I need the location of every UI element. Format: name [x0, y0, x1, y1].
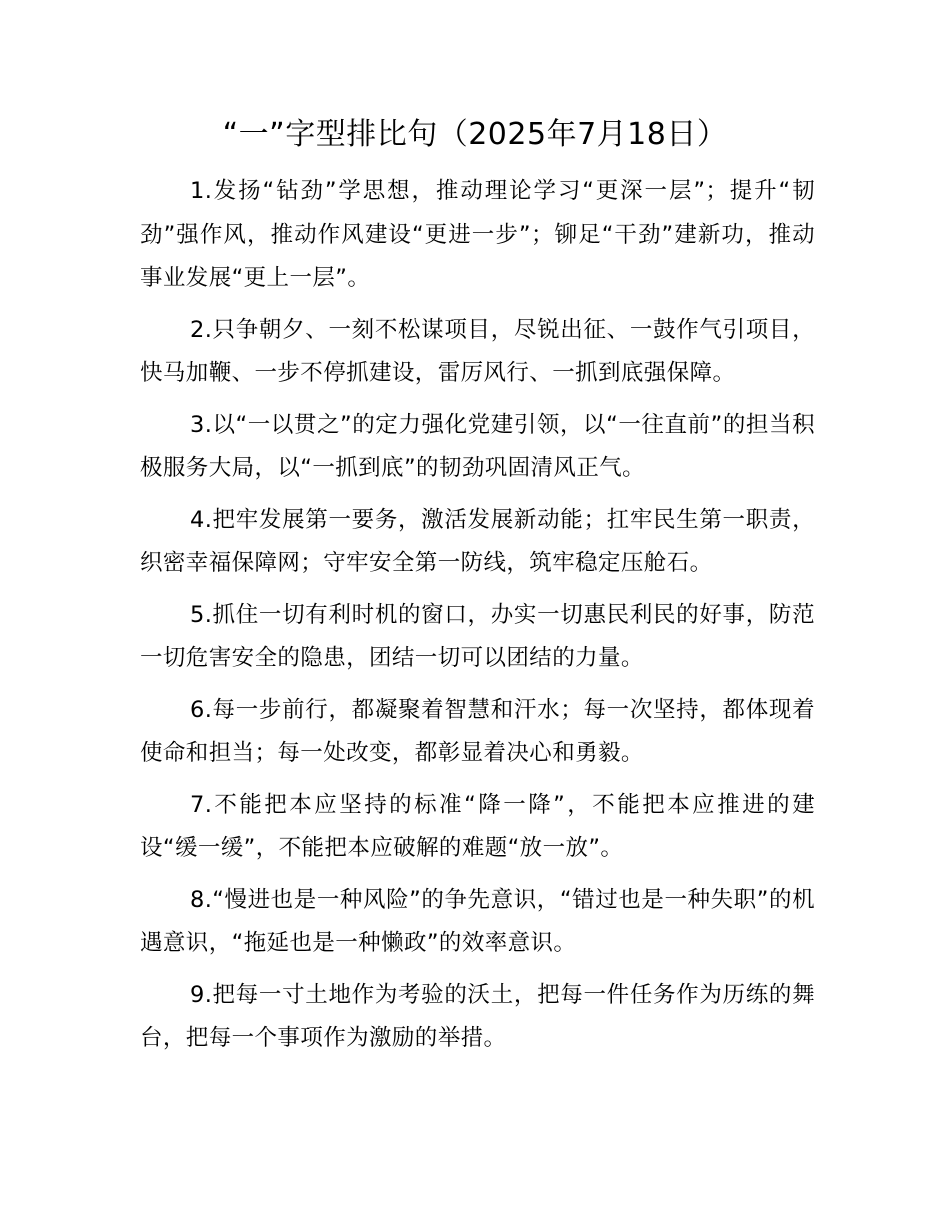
paragraph-8: 8.“慢进也是一种风险”的争先意识，“错过也是一种失职”的机遇意识，“拖延也是一种懒政”的效率意识。 — [140, 886, 815, 956]
paragraph-2: 2.只争朝夕、一刻不松谋项目，尽锐出征、一鼓作气引项目，快马加鞭、一步不停抓建设，雷厉风行、一抓到底强保障。 — [140, 316, 815, 386]
paragraph-9: 9.把每一寸土地作为考验的沃土，把每一件任务作为历练的舞台，把每一个事项作为激励的举措。 — [140, 981, 815, 1051]
paragraph-7: 7.不能把本应坚持的标准“降一降”，不能把本应推进的建设“缓一缓”，不能把本应破解的难题“放一放”。 — [140, 791, 815, 861]
paragraph-1: 1.发扬“钻劲”学思想，推动理论学习“更深一层”；提升“韧劲”强作风，推动作风建设“更进一步”；铆足“干劲”建新功，推动事业发展“更上一层”。 — [140, 178, 815, 291]
paragraph-5: 5.抓住一切有利时机的窗口，办实一切惠民利民的好事，防范一切危害安全的隐患，团结一切可以团结的力量。 — [140, 601, 815, 671]
paragraph-6: 6.每一步前行，都凝聚着智慧和汗水；每一次坚持，都体现着使命和担当；每一处改变，都彰显着决心和勇毅。 — [140, 696, 815, 766]
paragraph-3: 3.以“一以贯之”的定力强化党建引领，以“一往直前”的担当积极服务大局，以“一抓到底”的韧劲巩固清风正气。 — [140, 411, 815, 481]
document-body — [140, 170, 815, 1069]
document-title: “一”字型排比句（2025年7月18日） — [222, 117, 728, 152]
paragraph-4: 4.把牢发展第一要务，激活发展新动能；扛牢民生第一职责，织密幸福保障网；守牢安全第一防线，筑牢稳定压舱石。 — [140, 506, 815, 576]
